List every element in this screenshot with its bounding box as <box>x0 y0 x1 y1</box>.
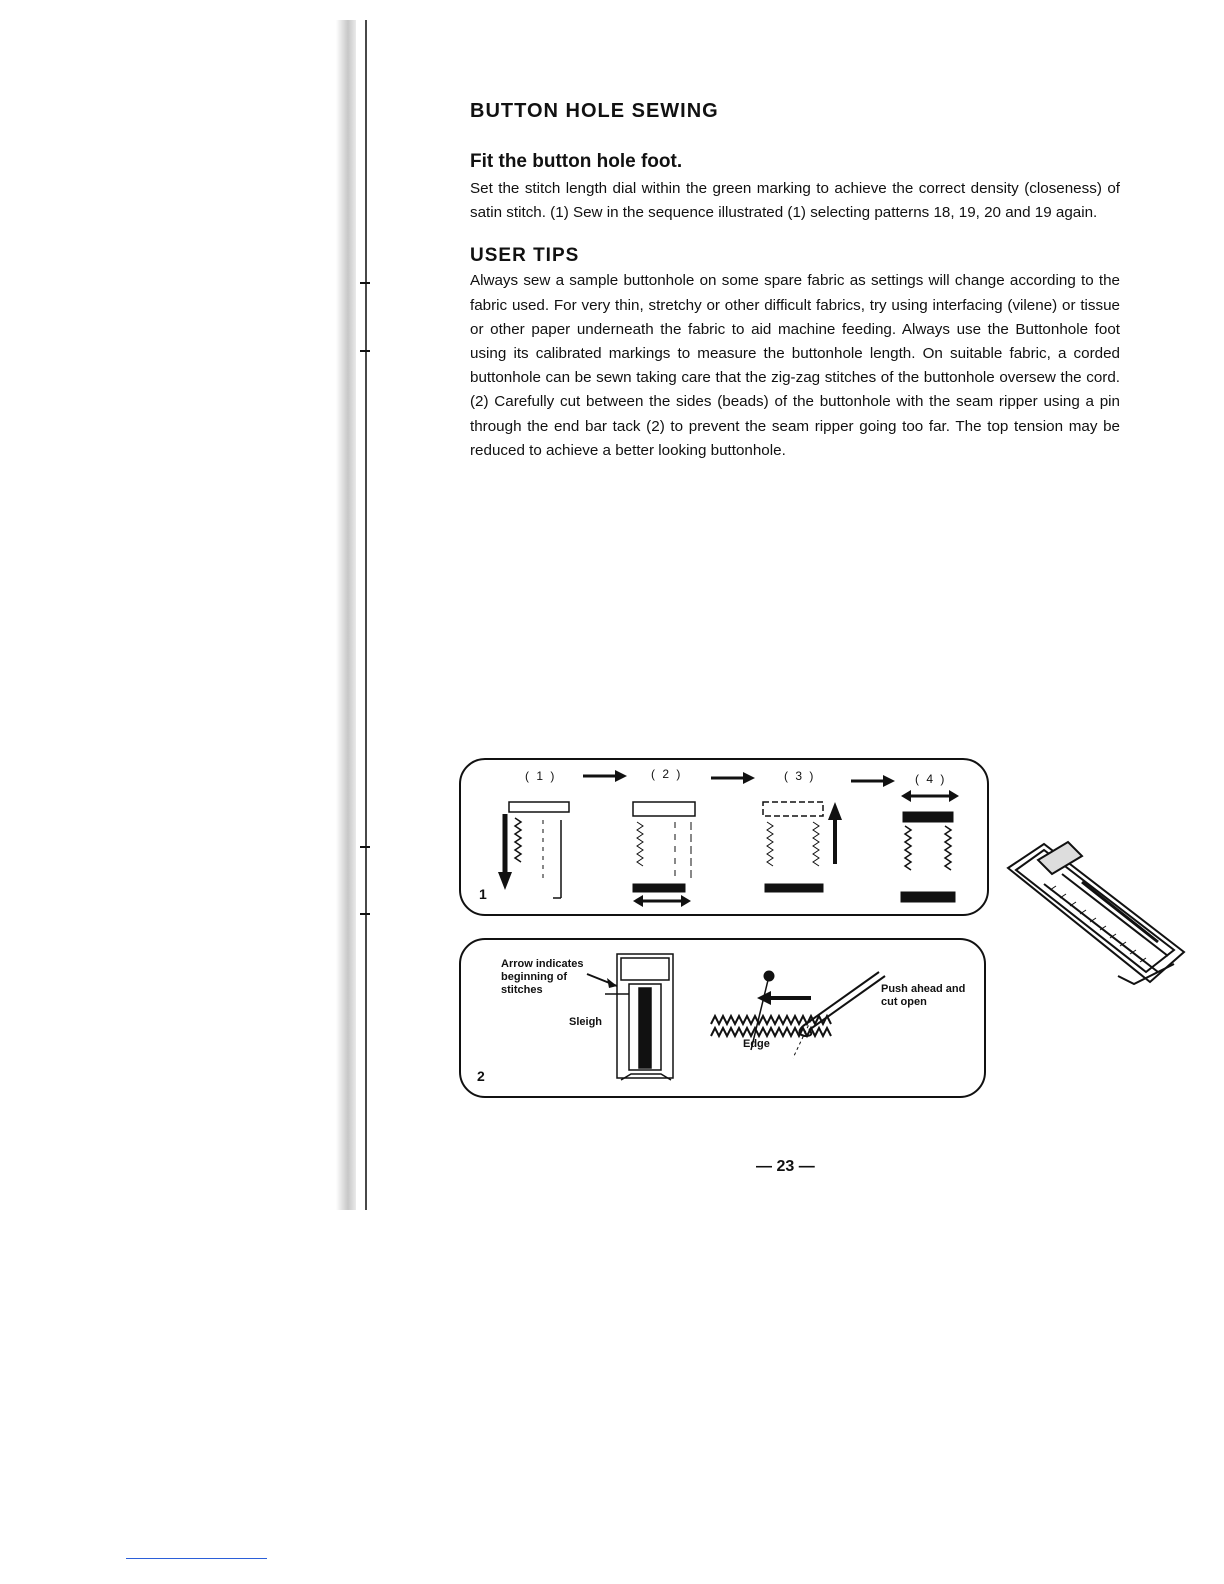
binding-line <box>365 20 367 1210</box>
step-label: ( 1 ) <box>525 769 557 783</box>
buttonhole-step-1 <box>498 802 569 898</box>
figure-number: 1 <box>479 886 487 902</box>
step-label: ( 3 ) <box>784 769 816 783</box>
user-tips-title: USER TIPS <box>470 245 580 267</box>
binding-tick <box>360 913 370 915</box>
buttonhole-foot-diagram <box>587 954 673 1080</box>
foot-instructions: Set the stitch length dial within the green marking to achieve the correct density (closeness) of satin stitch. (1) Sew in the sequence illustrated (1) selecting patterns 18, 19, 20 and 19 again. <box>470 180 1120 222</box>
binding-tick <box>360 846 370 848</box>
foot-title: Fit the button hole foot. <box>470 151 683 172</box>
binding-tick <box>360 350 370 352</box>
binding-shadow <box>336 20 356 1210</box>
edge-label: Edge <box>743 1038 770 1050</box>
bottom-rule <box>126 1558 267 1559</box>
binding-margin <box>336 20 370 1210</box>
section-title: BUTTON HOLE SEWING <box>470 100 719 122</box>
step-label: ( 2 ) <box>651 767 683 781</box>
seam-ripper-diagram <box>711 971 885 1058</box>
push-note-label: Push ahead and cut open <box>881 983 966 1008</box>
user-tips-text: Always sew a sample buttonhole on some spare fabric as settings will change according to the fabric used. For very thin, stretchy or other difficult fabrics, try using interfacing (vilene) or tissue or other paper underneath the fabric to aid machine feeding. Always use the Buttonhole foot using its calibrated markings to measure the buttonhole length. On suitable fabric, a corded buttonhole can be sewn taking care that the zig-zag stitches of the buttonhole oversew the cord. (2) Carefully cut between the sides (beads) of the buttonhole with the seam ripper using a pin through the end bar tack (2) to prevent the seam ripper going too far. The top tension may be reduced to achieve a better looking buttonhole. <box>470 272 1120 459</box>
buttonhole-step-3 <box>763 802 842 892</box>
step-label: ( 4 ) <box>915 772 947 786</box>
cutting-illustration <box>461 940 984 1096</box>
page-content <box>470 100 1120 463</box>
page-number: — 23 — <box>756 1158 815 1175</box>
sequence-arrow <box>583 767 895 787</box>
buttonhole-foot-illustration <box>998 826 1188 996</box>
arrow-note-label: Arrow indicates beginning of stitches <box>501 958 584 996</box>
binding-tick <box>360 282 370 284</box>
figure-cutting-panel <box>459 938 986 1098</box>
figure-number: 2 <box>477 1068 485 1084</box>
figure-sequence-panel <box>459 758 989 916</box>
buttonhole-step-4 <box>901 790 959 902</box>
buttonhole-step-2 <box>633 802 695 907</box>
sequence-illustration <box>461 760 987 914</box>
sleigh-label: Sleigh <box>569 1016 603 1028</box>
